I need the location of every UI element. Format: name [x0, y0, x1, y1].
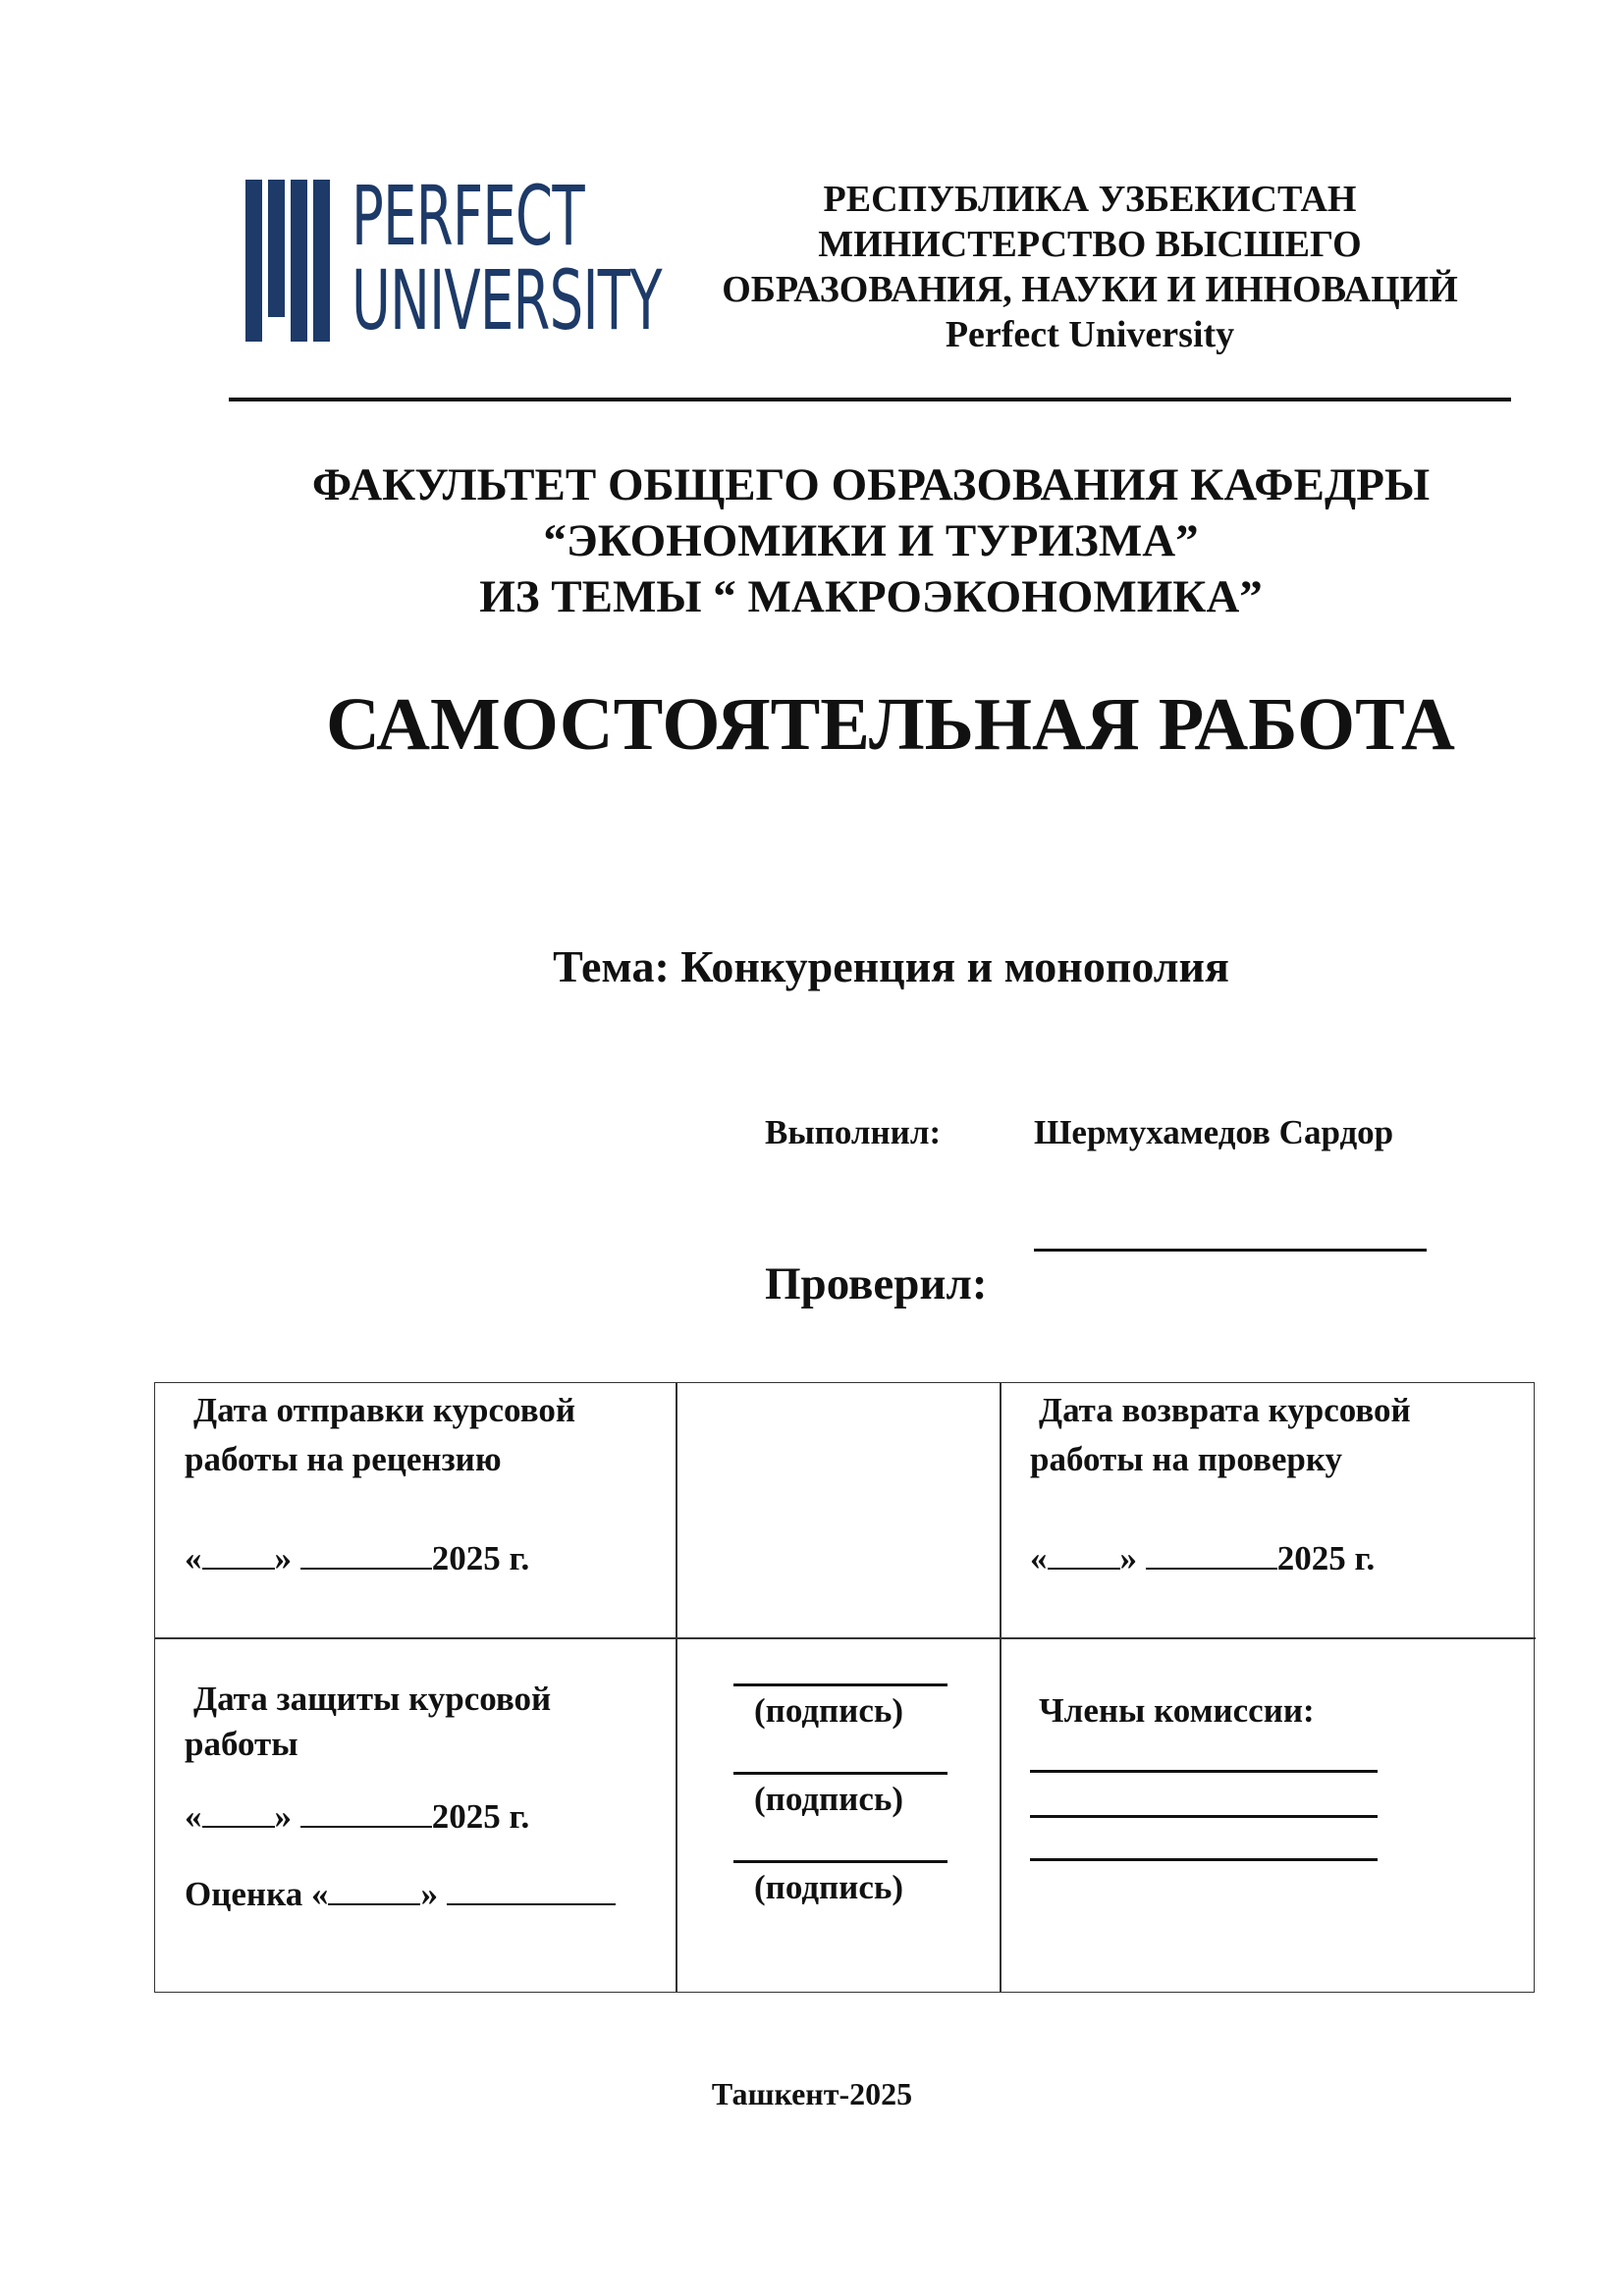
- faculty-line: ИЗ ТЕМЫ “ МАКРОЭКОНОМИКА”: [479, 571, 1263, 622]
- performer-label: Выполнил:: [765, 1113, 942, 1151]
- ministry-header: [687, 177, 1492, 357]
- signature-line: [733, 1772, 947, 1775]
- checker-signature-line: [1034, 1249, 1427, 1252]
- sent-date: « » 2025 г.: [185, 1539, 530, 1577]
- signature-line: [733, 1683, 947, 1686]
- sent-label-line1: Дата отправки курсовой: [193, 1391, 576, 1429]
- performer-name: Шермухамедов Сардор: [1034, 1113, 1394, 1151]
- returned-label-line1: Дата возврата курсовой: [1039, 1391, 1411, 1429]
- table-divider: [676, 1637, 1000, 1639]
- checker-label: Проверил:: [765, 1258, 988, 1309]
- ministry-line: ОБРАЗОВАНИЯ, НАУКИ И ИННОВАЦИЙ: [722, 269, 1458, 310]
- commission-label: Члены комиссии:: [1039, 1691, 1315, 1730]
- signature-line: [733, 1860, 947, 1863]
- commission-line: [1030, 1815, 1378, 1818]
- signature-caption: (подпись): [754, 1691, 904, 1730]
- ministry-line: Perfect University: [945, 314, 1235, 355]
- signature-caption: (подпись): [754, 1780, 904, 1818]
- document-title: САМОСТОЯТЕЛЬНАЯ РАБОТА: [326, 683, 1455, 766]
- topic-line: Тема: Конкуренция и монополия: [553, 941, 1229, 991]
- faculty-line: “ЭКОНОМИКИ И ТУРИЗМА”: [543, 515, 1199, 566]
- review-table: [154, 1382, 1535, 1993]
- defense-label-line2: работы: [185, 1725, 298, 1763]
- faculty-line: ФАКУЛЬТЕТ ОБЩЕГО ОБРАЗОВАНИЯ КАФЕДРЫ: [311, 459, 1431, 510]
- faculty-heading: [177, 457, 1565, 625]
- university-logo: [245, 168, 662, 348]
- table-divider: [155, 1637, 676, 1639]
- ministry-line: МИНИСТЕРСТВО ВЫСШЕГО: [818, 224, 1362, 265]
- returned-date: « » 2025 г.: [1030, 1539, 1376, 1577]
- table-divider: [1000, 1637, 1536, 1639]
- defense-label-line1: Дата защиты курсовой: [193, 1680, 552, 1718]
- header-divider: [229, 398, 1511, 401]
- commission-line: [1030, 1858, 1378, 1861]
- ministry-line: РЕСПУБЛИКА УЗБЕКИСТАН: [823, 179, 1357, 220]
- returned-label-line2: работы на проверку: [1030, 1440, 1343, 1478]
- table-divider: [676, 1383, 677, 1992]
- table-divider: [1000, 1383, 1001, 1992]
- defense-date: « » 2025 г.: [185, 1797, 530, 1836]
- commission-line: [1030, 1770, 1378, 1773]
- logo-bars-icon: [245, 180, 332, 342]
- signature-caption: (подпись): [754, 1868, 904, 1906]
- footer-city-year: Ташкент-2025: [711, 2076, 913, 2111]
- logo-text-line1: PERFECT: [352, 168, 584, 264]
- grade-field: Оценка « »: [185, 1871, 616, 1918]
- logo-text-line2: UNIVERSITY: [352, 252, 662, 348]
- sent-label-line2: работы на рецензию: [185, 1440, 502, 1478]
